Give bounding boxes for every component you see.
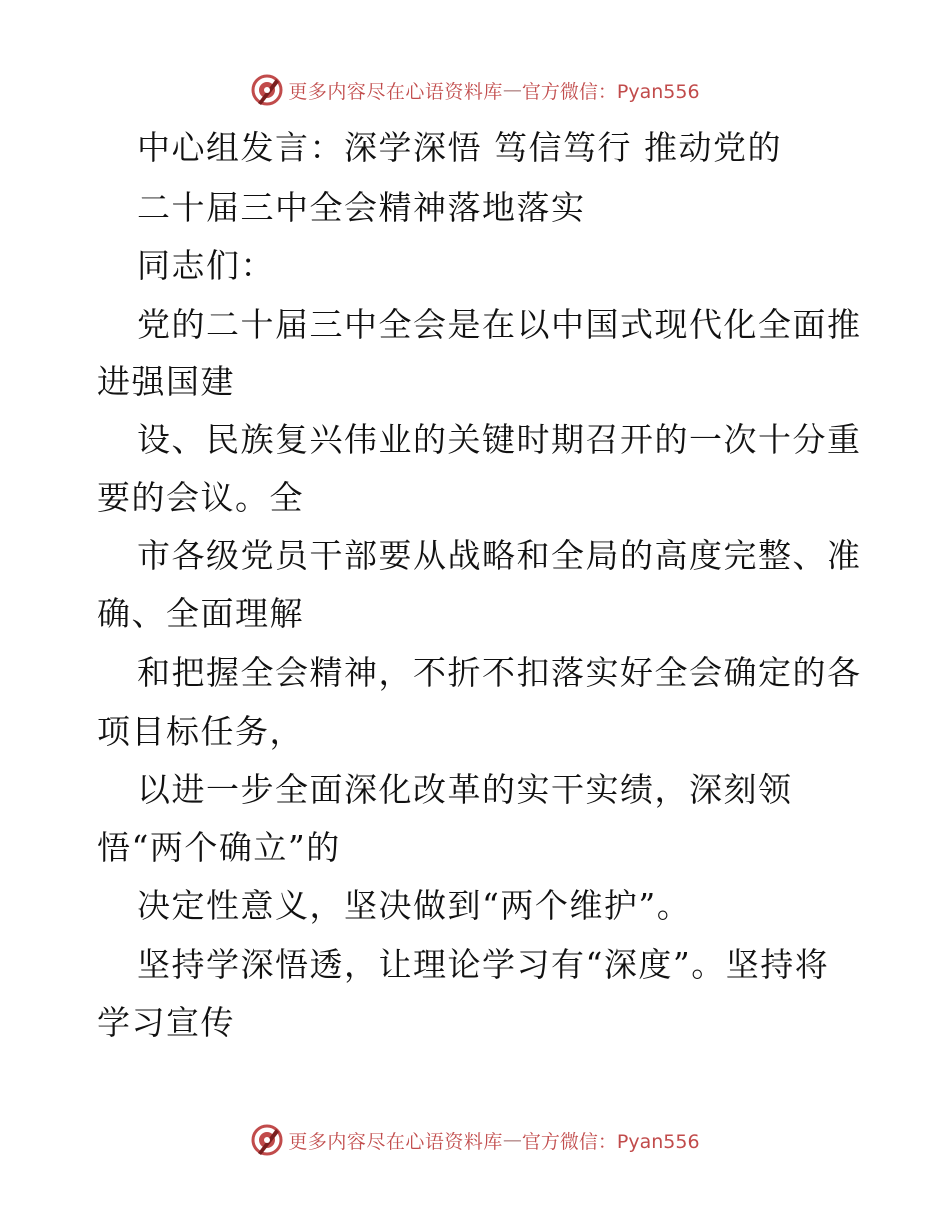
- watermark-account: 官方微信：Pyan556: [521, 1130, 700, 1153]
- watermark-text: 更多内容尽在心语资料库: [288, 80, 503, 103]
- body-line: 进强国建: [97, 362, 235, 401]
- title-line-2: 二十届三中全会精神落地落实: [137, 188, 586, 227]
- body-line: 市各级党员干部要从战略和全局的高度完整、准: [137, 536, 862, 575]
- body-line: 决定性意义，坚决做到“两个维护”。: [137, 886, 692, 925]
- body-line: 党的二十届三中全会是在以中国式现代化全面推: [137, 305, 862, 344]
- watermark-text: 更多内容尽在心语资料库: [288, 1130, 503, 1153]
- watermark-account: 官方微信：Pyan556: [521, 80, 700, 103]
- body-line: 学习宣传: [97, 1003, 235, 1042]
- salutation: 同志们：: [137, 246, 275, 285]
- quill-seal-icon: [250, 73, 284, 107]
- body-line: 确、全面理解: [97, 594, 304, 633]
- body-line: 要的会议。全: [97, 478, 304, 517]
- quill-seal-icon: [250, 1123, 284, 1157]
- body-line: 坚持学深悟透，让理论学习有“深度”。坚持将: [137, 945, 830, 984]
- body-line: 设、民族复兴伟业的关键时期召开的一次十分重: [137, 420, 862, 459]
- body-line: 和把握全会精神，不折不扣落实好全会确定的各: [137, 653, 862, 692]
- watermark-separator: —: [502, 1129, 522, 1151]
- body-line: 悟“两个确立”的: [97, 828, 341, 867]
- body-line: 以进一步全面深化改革的实干实绩，深刻领: [137, 770, 793, 809]
- header-watermark: [0, 70, 950, 110]
- body-line: 项目标任务，: [97, 712, 304, 751]
- footer-watermark: [0, 1120, 950, 1160]
- title-line-1: 中心组发言：深学深悟 笃信笃行 推动党的: [137, 128, 782, 167]
- watermark-separator: —: [502, 79, 522, 101]
